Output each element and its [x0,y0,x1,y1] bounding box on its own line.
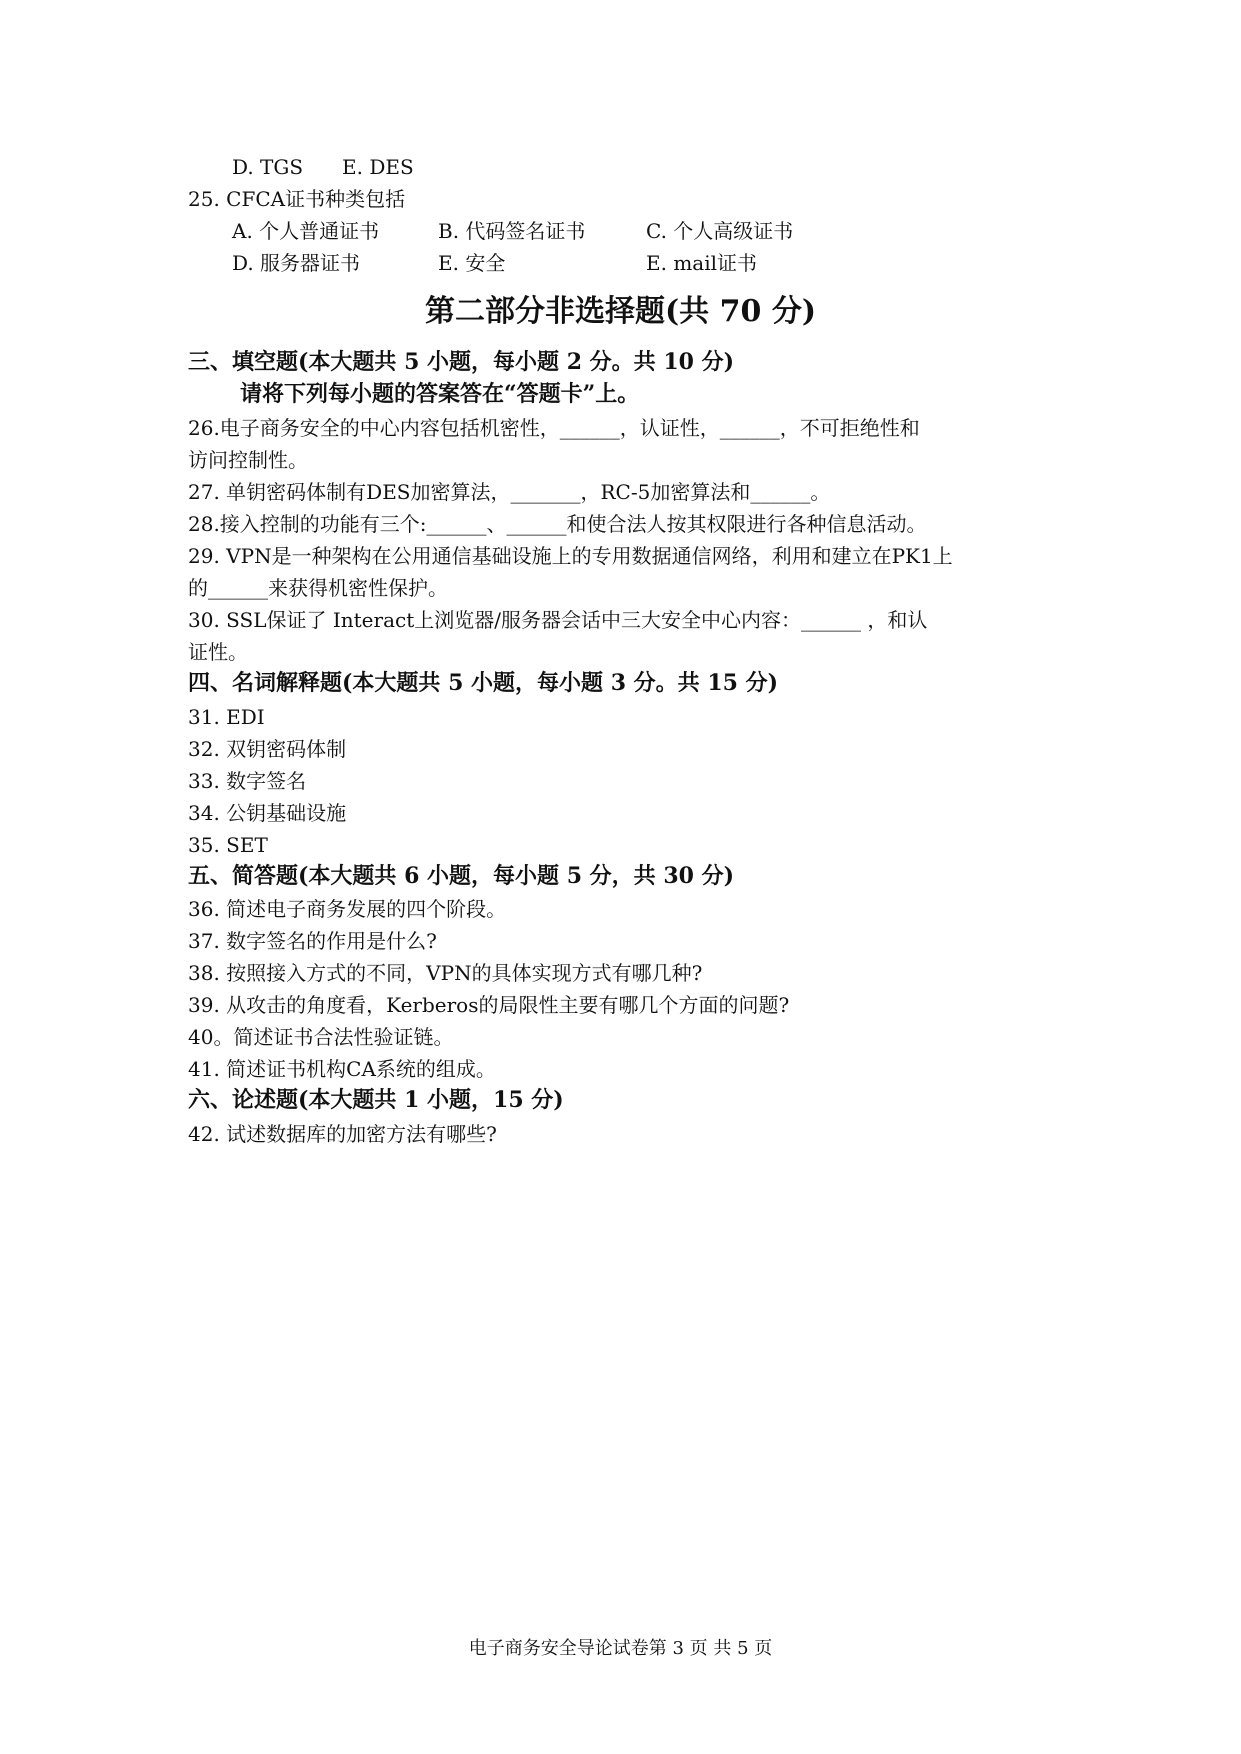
q39: 39. 从攻击的角度看，Kerberos的局限性主要有哪几个方面的问题? [188,993,790,1017]
q25-option-a: A. 个人普通证书 [232,219,380,243]
q34: 34. 公钥基础设施 [188,801,347,825]
section5-title: 五、简答题(本大题共 6 小题，每小题 5 分，共 30 分) [188,863,735,889]
q25-option-e: E. 安全 [438,251,506,275]
part-two-title: 第二部分非选择题(共 70 分) [424,294,817,329]
section3-instruction: 请将下列每小题的答案答在“答题卡”上。 [240,381,640,407]
q26-line-2: 访问控制性。 [188,448,308,472]
q24-option-e: E. DES [342,155,414,179]
q33: 33. 数字签名 [188,769,307,793]
q30-line-2: 证性。 [188,640,248,664]
q40: 40。简述证书合法性验证链。 [188,1025,454,1049]
q32: 32. 双钥密码体制 [188,737,347,761]
q30-line-1: 30. SSL保证了 Interact上浏览器/服务器会话中三大安全中心内容：______ ，和认 [188,608,928,632]
section3-title: 三、填空题(本大题共 5 小题，每小题 2 分。共 10 分) [188,349,735,375]
q25-stem: 25. CFCA证书种类包括 [188,187,406,211]
q36: 36. 简述电子商务发展的四个阶段。 [188,897,507,921]
page-footer: 电子商务安全导论试卷第 3 页 共 5 页 [468,1638,773,1659]
q35: 35. SET [188,833,268,857]
q24-option-d: D. TGS [232,155,304,179]
q25-option-f: E. mail证书 [646,251,757,275]
q29-line-1: 29. VPN是一种架构在公用通信基础设施上的专用数据通信网络，利用和建立在PK1上 [188,544,953,568]
q26-line-1: 26.电子商务安全的中心内容包括机密性，______，认证性，______，不可拒绝性和 [188,416,920,440]
q42: 42. 试述数据库的加密方法有哪些? [188,1122,497,1146]
q25-option-d: D. 服务器证书 [232,251,361,275]
section6-title: 六、论述题(本大题共 1 小题，15 分) [188,1087,564,1113]
q37: 37. 数字签名的作用是什么? [188,929,437,953]
q24-options-row [232,153,414,181]
q25-option-c: C. 个人高级证书 [646,219,794,243]
q29-line-2: 的______来获得机密性保护。 [188,576,448,600]
q25-option-b: B. 代码签名证书 [438,219,586,243]
q25-options-row-1 [232,217,793,245]
q38: 38. 按照接入方式的不同，VPN的具体实现方式有哪几种? [188,961,703,985]
section4-title: 四、名词解释题(本大题共 5 小题，每小题 3 分。共 15 分) [188,670,779,696]
q31: 31. EDI [188,705,265,729]
q27: 27. 单钥密码体制有DES加密算法，_______，RC-5加密算法和______。 [188,480,831,504]
q28: 28.接入控制的功能有三个:______、______和使合法人按其权限进行各种信息活动。 [188,512,927,536]
q41: 41. 简述证书机构CA系统的组成。 [188,1057,496,1081]
q25-options-row-2 [232,249,757,277]
